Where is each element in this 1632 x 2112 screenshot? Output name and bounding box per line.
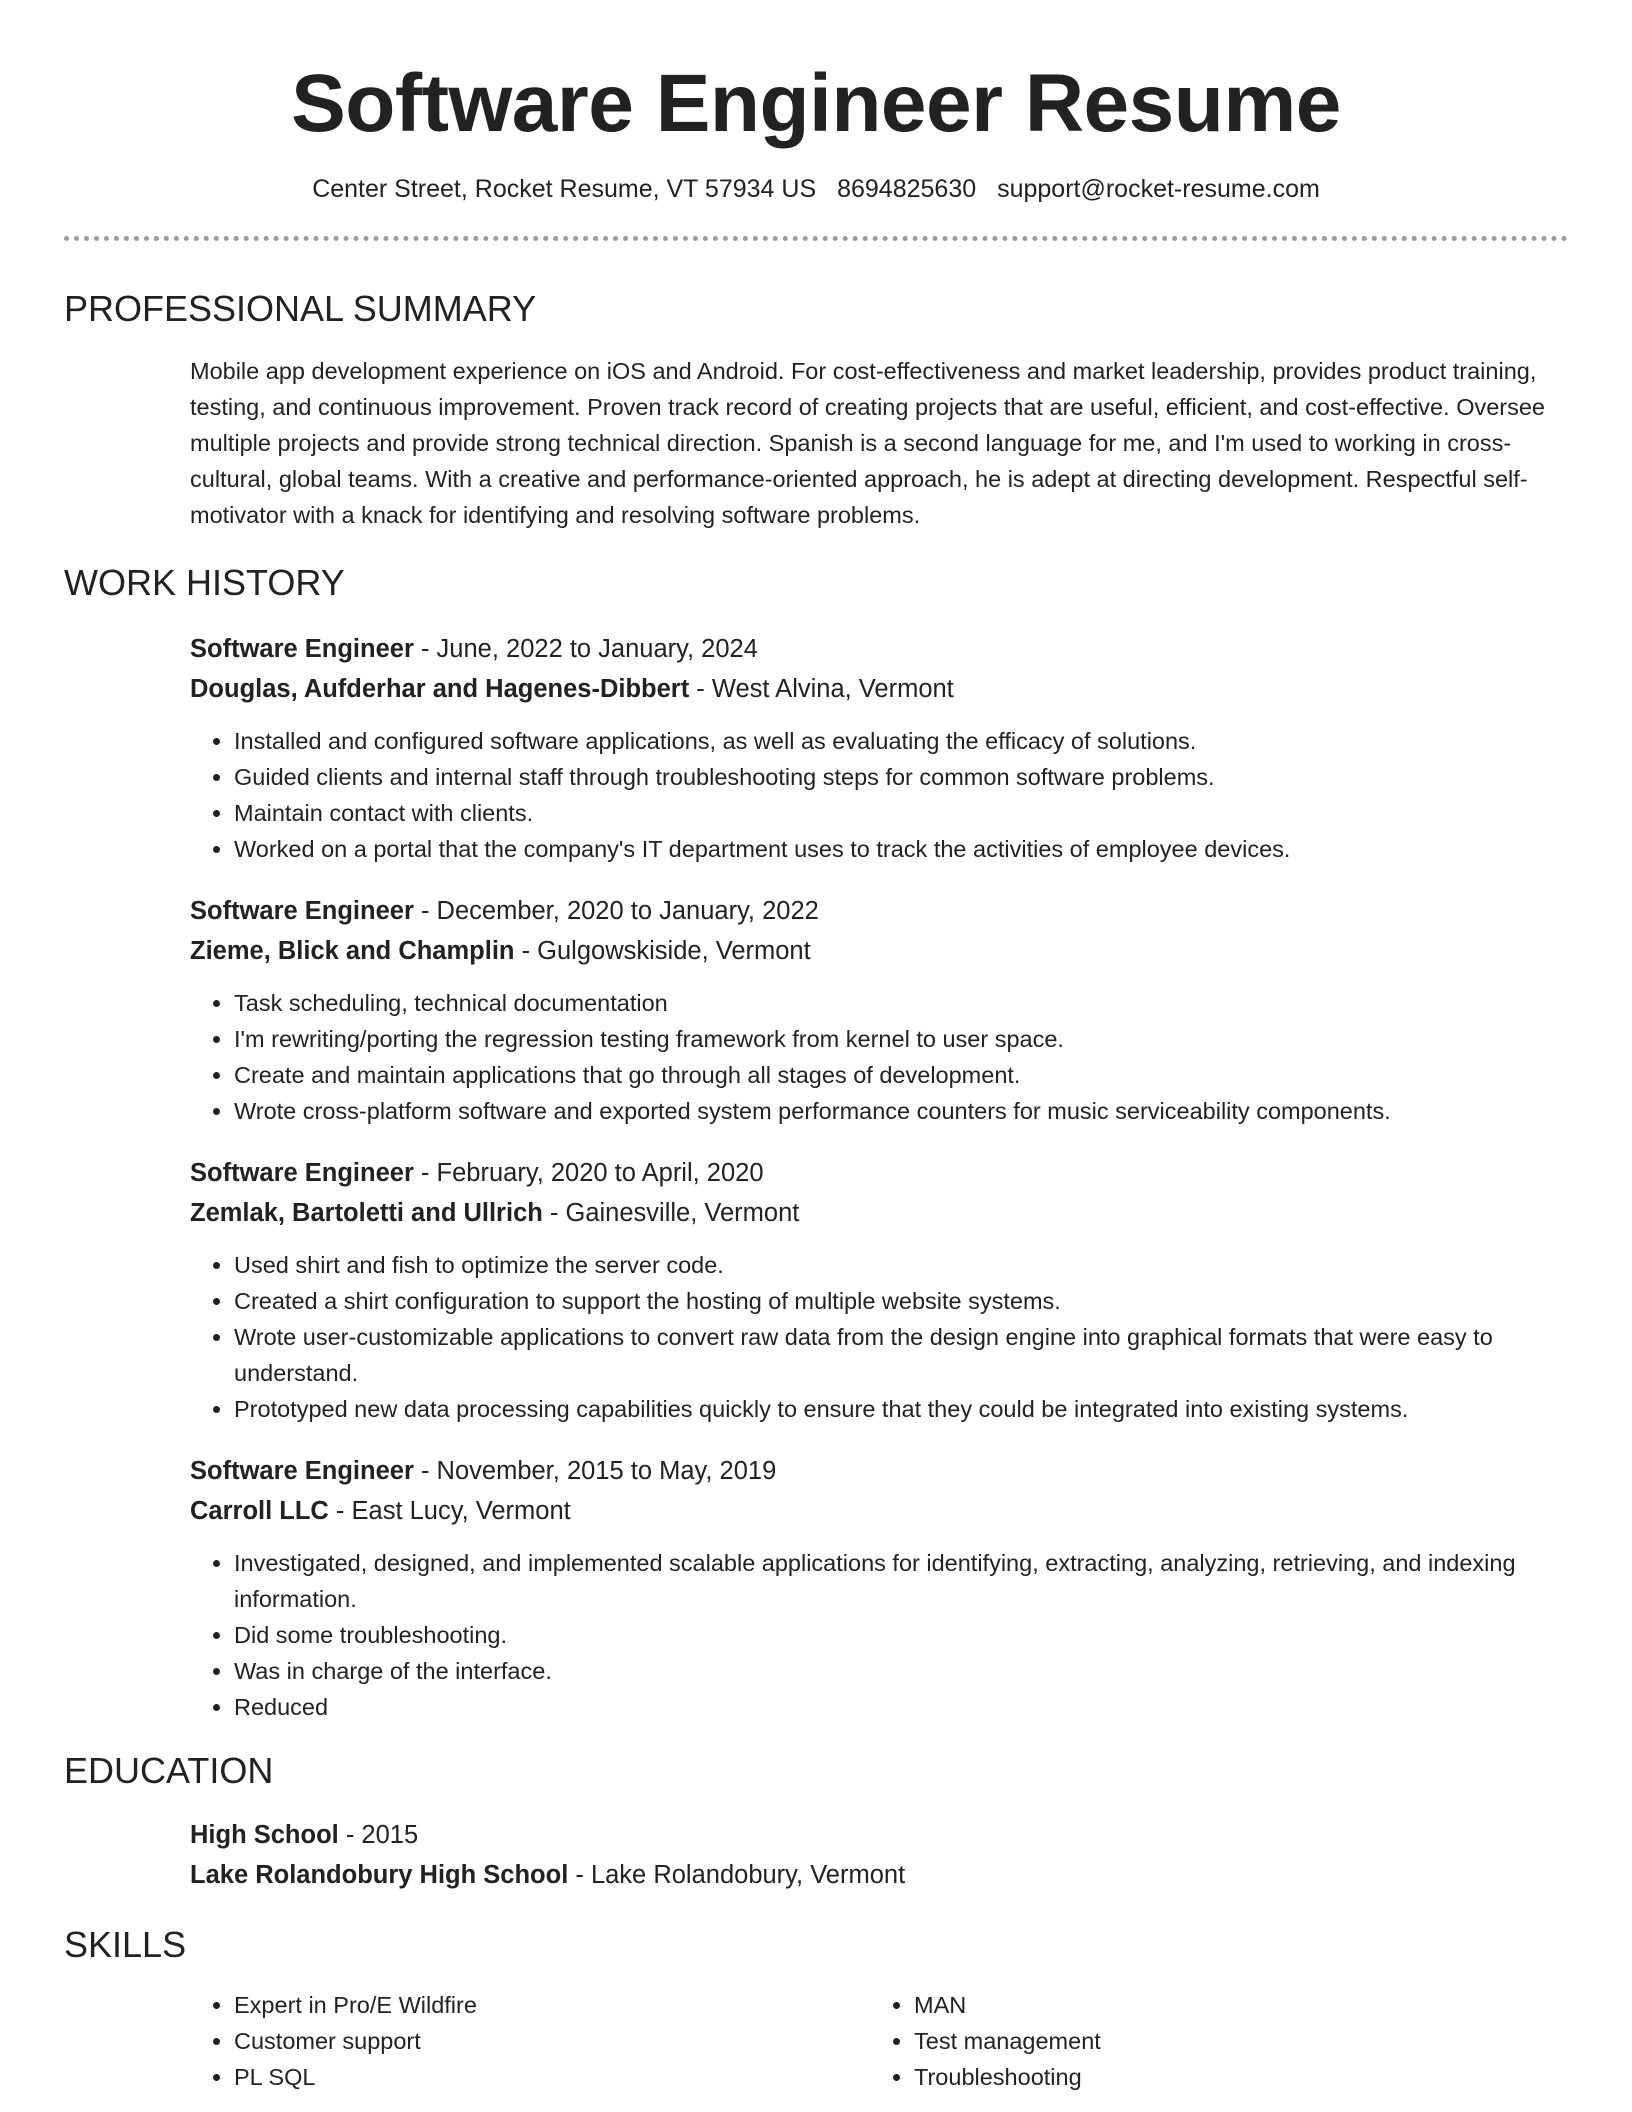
- job-title: Software Engineer: [190, 897, 414, 925]
- education-location: - Lake Rolandobury, Vermont: [568, 1861, 906, 1889]
- job-bullet: • Create and maintain applications that go through all stages of development.: [234, 1057, 1566, 1093]
- job-title: Software Engineer: [190, 1159, 414, 1187]
- skill-item: • Test management: [914, 2023, 1550, 2059]
- job-company: Zemlak, Bartoletti and Ullrich: [190, 1199, 543, 1227]
- job-bullet: • Prototyped new data processing capabilities quickly to ensure that they could be integrated into existing systems.: [234, 1391, 1566, 1427]
- job-entry: [64, 891, 1568, 1129]
- job-bullet: • Guided clients and internal staff through troubleshooting steps for common software problems.: [234, 759, 1566, 795]
- education-degree: High School: [190, 1821, 339, 1849]
- job-entry: [64, 629, 1568, 867]
- job-company-line: [190, 931, 1568, 971]
- job-bullet: • Did some troubleshooting.: [234, 1617, 1566, 1653]
- job-location: - Gulgowskiside, Vermont: [514, 937, 811, 965]
- job-company: Douglas, Aufderhar and Hagenes-Dibbert: [190, 675, 690, 703]
- job-company: Carroll LLC: [190, 1497, 329, 1525]
- section-title-summary: PROFESSIONAL SUMMARY: [64, 288, 537, 329]
- job-dates: - November, 2015 to May, 2019: [413, 1457, 777, 1485]
- resume-page: [64, 0, 1568, 2095]
- job-bullet: • Used shirt and fish to optimize the server code.: [234, 1247, 1566, 1283]
- job-bullet: • Worked on a portal that the company's IT department uses to track the activities of employee devices.: [234, 831, 1566, 867]
- education-degree-line: [190, 1815, 1568, 1855]
- resume-title: Software Engineer Resume: [291, 58, 1341, 149]
- skill-item: • Expert in Pro/E Wildfire: [234, 1987, 870, 2023]
- contact-address: Center Street, Rocket Resume, VT 57934 US: [312, 175, 817, 203]
- job-location: - Gainesville, Vermont: [542, 1199, 800, 1227]
- job-title-line: [190, 891, 1568, 931]
- job-dates: - December, 2020 to January, 2022: [413, 897, 819, 925]
- job-bullet: • Wrote user-customizable applications to convert raw data from the design engine into graphical formats that were easy to understand.: [234, 1319, 1566, 1391]
- education-year: - 2015: [338, 1821, 419, 1849]
- job-location: - West Alvina, Vermont: [689, 675, 954, 703]
- skill-item: • Customer support: [234, 2023, 870, 2059]
- job-company: Zieme, Blick and Champlin: [190, 937, 515, 965]
- job-title-line: [190, 1451, 1568, 1491]
- education-school: Lake Rolandobury High School: [190, 1861, 569, 1889]
- job-entry: [64, 1153, 1568, 1427]
- job-bullets: [190, 1545, 1566, 1725]
- job-dates: - February, 2020 to April, 2020: [413, 1159, 764, 1187]
- section-title-education: EDUCATION: [64, 1750, 274, 1791]
- job-bullets: [190, 723, 1566, 867]
- job-bullet: • Wrote cross-platform software and exported system performance counters for music serviceability components.: [234, 1093, 1566, 1129]
- job-dates: - June, 2022 to January, 2024: [413, 635, 758, 663]
- job-location: - East Lucy, Vermont: [328, 1497, 571, 1525]
- job-bullet: • Created a shirt configuration to support the hosting of multiple website systems.: [234, 1283, 1566, 1319]
- job-bullet: • Was in charge of the interface.: [234, 1653, 1566, 1689]
- job-bullet: • Reduced: [234, 1689, 1566, 1725]
- job-title-line: [190, 629, 1568, 669]
- job-title: Software Engineer: [190, 635, 414, 663]
- header-divider: [64, 236, 1568, 241]
- job-bullets: [190, 985, 1566, 1129]
- summary-text: Mobile app development experience on iOS and Android. For cost-effectiveness and market leadership, provides product training, testing, and continuous improvement. Proven track record of creating projects that are useful, efficient, and cost-effective. Oversee multiple projects and provide strong technical direction. Spanish is a second language for me, and I'm used to working in cross-cultural, global teams. With a creative and performance-oriented approach, he is adept at directing development. Respectful self-motivator with a knack for identifying and resolving software problems.: [190, 358, 1546, 528]
- skills-column-right: [870, 1987, 1550, 2095]
- education-entry: [64, 1815, 1568, 1895]
- skill-item: • MAN: [914, 1987, 1550, 2023]
- skill-item: • PL SQL: [234, 2059, 870, 2095]
- contact-email: support@rocket-resume.com: [997, 175, 1320, 203]
- job-company-line: [190, 1491, 1568, 1531]
- job-title-line: [190, 1153, 1568, 1193]
- job-bullet: • I'm rewriting/porting the regression testing framework from kernel to user space.: [234, 1021, 1566, 1057]
- job-company-line: [190, 669, 1568, 709]
- skill-item: • Troubleshooting: [914, 2059, 1550, 2095]
- job-company-line: [190, 1193, 1568, 1233]
- job-entry: [64, 1451, 1568, 1725]
- job-bullet: • Maintain contact with clients.: [234, 795, 1566, 831]
- skills-list: [190, 1987, 1568, 2095]
- skills-column-left: [190, 1987, 870, 2095]
- job-bullet: • Installed and configured software applications, as well as evaluating the efficacy of solutions.: [234, 723, 1566, 759]
- job-bullet: • Task scheduling, technical documentation: [234, 985, 1566, 1021]
- contact-phone: 8694825630: [837, 175, 977, 203]
- job-bullets: [190, 1247, 1566, 1427]
- job-title: Software Engineer: [190, 1457, 414, 1485]
- job-bullet: • Investigated, designed, and implemented scalable applications for identifying, extracting, analyzing, retrieving, and indexing information.: [234, 1545, 1566, 1617]
- education-school-line: [190, 1855, 1568, 1895]
- section-title-work: WORK HISTORY: [64, 562, 345, 603]
- section-title-skills: SKILLS: [64, 1924, 187, 1965]
- contact-line: [64, 172, 1568, 206]
